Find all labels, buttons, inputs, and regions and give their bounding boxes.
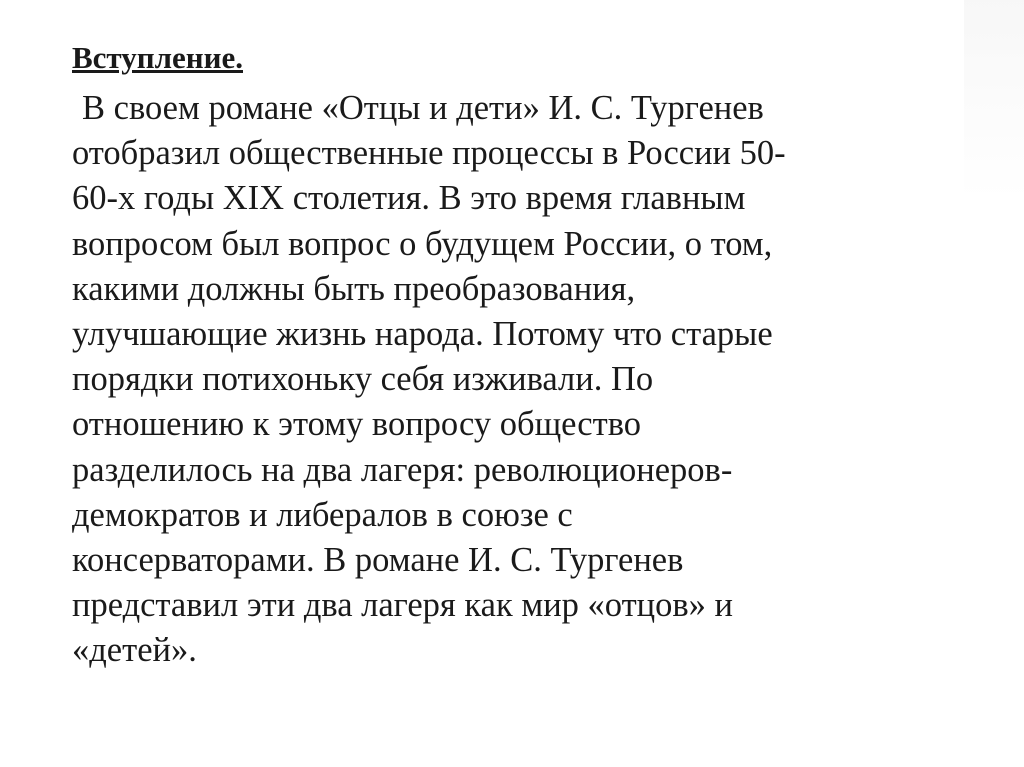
text-line: представил эти два лагеря как мир «отцов» и [72, 586, 733, 625]
text-line: разделилось на два лагеря: революционеров- [72, 450, 733, 489]
text-line: 60-х годы XIX столетия. В это время главным [72, 179, 746, 218]
text-line: отношению к этому вопросу общество [72, 405, 641, 444]
text-line: «детей». [72, 631, 197, 670]
text-line: консерваторами. В романе И. С. Тургенев [72, 541, 684, 580]
text-line: отобразил общественные процессы в России 50- [72, 134, 786, 173]
text-line: порядки потихоньку себя изживали. По [72, 360, 654, 399]
text-line: улучшающие жизнь народа. Потому что старые [72, 315, 773, 354]
text-line: вопросом был вопрос о будущем России, о том, [72, 224, 773, 263]
text-line: В своем романе «Отцы и дети» И. С. Тургенев [82, 89, 764, 127]
slide-content [72, 38, 972, 674]
body-text [72, 86, 972, 674]
slide-heading: Вступление. [72, 40, 243, 75]
text-line: демократов и либералов в союзе с [72, 495, 573, 534]
text-line: какими должны быть преобразования, [72, 269, 636, 308]
corner-decoration [964, 0, 1024, 200]
